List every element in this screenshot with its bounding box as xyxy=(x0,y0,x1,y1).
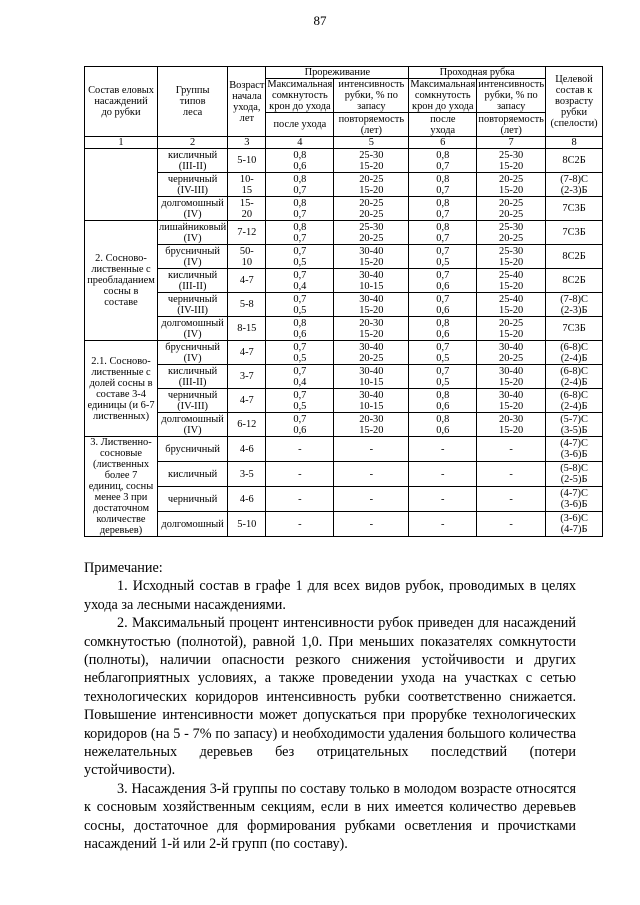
max-closure-cell: 0,8 0,7 xyxy=(266,221,334,245)
column-number: 4 xyxy=(266,137,334,149)
table-row xyxy=(85,462,603,487)
header-start-age: Возраст начала ухода, лет xyxy=(228,67,266,137)
header-target-composition: Целевой состав к возрасту рубки (спелости) xyxy=(546,67,603,137)
note-2: 2. Максимальный процент интенсивности рубок приведен для насаждений сомкнутостью (полнотой), равной 1,0. При меньших показателях сомкнутости (полноты), наличии опасности резкого снижения устойчивости и других неблагоприятных условиях, а также проведении ухода на участках с сетью технологических коридоров интенсивность рубки соответственно снижается. Повышение интенсивности может допускаться при прорубке технологических коридоров (на 5 - 7% по запасу) и необходимости удаления большого количества нежелательных деревьев без отрицательных последствий (потери устойчивости). xyxy=(84,615,576,779)
intensity-cell: 30-40 15-20 xyxy=(477,365,546,389)
forest-type-cell: кисличный (III-II) xyxy=(158,149,228,173)
max-closure-cell: - xyxy=(266,512,334,537)
forest-type-cell: брусничный (IV) xyxy=(158,341,228,365)
forest-type-cell: черничный (IV-III) xyxy=(158,389,228,413)
max-closure-cell: 0,7 0,5 xyxy=(266,389,334,413)
max-closure-cell: - xyxy=(266,487,334,512)
intensity-cell: 20-25 15-20 xyxy=(334,173,409,197)
start-age-cell: 5-10 xyxy=(228,149,266,173)
max-closure-cell: 0,8 0,6 xyxy=(409,413,477,437)
start-age-cell: 4-6 xyxy=(228,437,266,462)
target-composition-cell: 7С3Б xyxy=(546,317,603,341)
max-closure-cell: 0,7 0,6 xyxy=(409,269,477,293)
column-number: 1 xyxy=(85,137,158,149)
target-composition-cell: 8С2Б xyxy=(546,269,603,293)
start-age-cell: 3-7 xyxy=(228,365,266,389)
notes-section xyxy=(84,559,576,854)
table-row xyxy=(85,487,603,512)
forest-type-cell: брусничный (IV) xyxy=(158,245,228,269)
target-composition-cell: (6-8)С (2-4)Б xyxy=(546,389,603,413)
target-composition-cell: (6-8)С (2-4)Б xyxy=(546,365,603,389)
max-closure-cell: 0,8 0,6 xyxy=(409,317,477,341)
column-numbers-row xyxy=(85,137,603,149)
max-closure-cell: 0,8 0,6 xyxy=(266,317,334,341)
max-closure-cell: - xyxy=(266,437,334,462)
table-row xyxy=(85,221,603,245)
header-after-care-2: после ухода xyxy=(409,113,477,137)
table-row xyxy=(85,341,603,365)
target-composition-cell: 7С3Б xyxy=(546,221,603,245)
header-max-closure-1: Максимальная сомкнутость крон до ухода xyxy=(267,79,333,112)
max-closure-cell: 0,7 0,5 xyxy=(266,293,334,317)
header-composition: Состав еловых насаждений до рубки xyxy=(85,67,158,137)
header-repeat-1: повторяемость (лет) xyxy=(334,113,409,137)
forest-type-cell: долгомошный (IV) xyxy=(158,317,228,341)
table-row xyxy=(85,149,603,173)
intensity-cell: 20-25 15-20 xyxy=(477,173,546,197)
target-composition-cell: 7С3Б xyxy=(546,197,603,221)
column-number: 2 xyxy=(158,137,228,149)
header-forest-type-groups: Группы типов леса xyxy=(158,67,228,137)
max-closure-cell: 0,7 0,5 xyxy=(409,245,477,269)
intensity-cell: 25-30 20-25 xyxy=(477,221,546,245)
intensity-cell: 20-30 15-20 xyxy=(477,413,546,437)
target-composition-cell: 8С2Б xyxy=(546,149,603,173)
forest-care-table xyxy=(84,66,603,537)
max-closure-cell: 0,7 0,6 xyxy=(409,293,477,317)
start-age-cell: 15- 20 xyxy=(228,197,266,221)
max-closure-cell: 0,8 0,7 xyxy=(266,173,334,197)
max-closure-cell: 0,8 0,7 xyxy=(409,173,477,197)
header-after-care-1: после ухода xyxy=(266,113,334,137)
group-label xyxy=(85,149,158,221)
forest-type-cell: черничный xyxy=(158,487,228,512)
intensity-cell: 20-25 20-25 xyxy=(334,197,409,221)
target-composition-cell: (5-7)С (3-5)Б xyxy=(546,413,603,437)
header-max-closure-2: Максимальная сомкнутость крон до ухода xyxy=(410,79,476,112)
intensity-cell: - xyxy=(334,462,409,487)
intensity-cell: 30-40 15-20 xyxy=(334,245,409,269)
start-age-cell: 4-7 xyxy=(228,269,266,293)
column-number: 6 xyxy=(409,137,477,149)
start-age-cell: 50- 10 xyxy=(228,245,266,269)
intensity-cell: 25-30 15-20 xyxy=(477,149,546,173)
start-age-cell: 5-10 xyxy=(228,512,266,537)
intensity-cell: - xyxy=(334,437,409,462)
intensity-cell: - xyxy=(477,437,546,462)
intensity-cell: 30-40 10-15 xyxy=(334,269,409,293)
intensity-cell: 30-40 10-15 xyxy=(334,389,409,413)
start-age-cell: 8-15 xyxy=(228,317,266,341)
max-closure-cell: 0,8 0,7 xyxy=(409,221,477,245)
intensity-cell: 20-30 15-20 xyxy=(334,413,409,437)
max-closure-cell: 0,8 0,7 xyxy=(266,197,334,221)
target-composition-cell: 8С2Б xyxy=(546,245,603,269)
start-age-cell: 4-7 xyxy=(228,341,266,365)
group-label: 2.1. Сосново- лиственные с долей сосны в составе 3-4 единицы (и 6-7 лиственных) xyxy=(85,341,158,437)
forest-type-cell: кисличный (III-II) xyxy=(158,269,228,293)
start-age-cell: 6-12 xyxy=(228,413,266,437)
max-closure-cell: 0,7 0,4 xyxy=(266,365,334,389)
target-composition-cell: (7-8)С (2-3)Б xyxy=(546,173,603,197)
intensity-cell: 30-40 15-20 xyxy=(477,389,546,413)
intensity-cell: - xyxy=(477,512,546,537)
note-1: 1. Исходный состав в графе 1 для всех видов рубок, проводимых в целях ухода за лесными насаждениями. xyxy=(84,578,576,613)
table-row xyxy=(85,512,603,537)
forest-type-cell: долгомошный (IV) xyxy=(158,197,228,221)
notes-title: Примечание: xyxy=(84,560,163,576)
target-composition-cell: (3-6)С (4-7)Б xyxy=(546,512,603,537)
intensity-cell: 25-40 15-20 xyxy=(477,293,546,317)
max-closure-cell: - xyxy=(409,512,477,537)
table-row xyxy=(85,413,603,437)
column-number: 5 xyxy=(334,137,409,149)
table-row xyxy=(85,293,603,317)
forest-type-cell: долгомошный (IV) xyxy=(158,413,228,437)
max-closure-cell: 0,7 0,6 xyxy=(266,413,334,437)
header-passage-cutting: Проходная рубка xyxy=(409,67,546,79)
intensity-cell: 20-25 15-20 xyxy=(477,317,546,341)
column-number: 7 xyxy=(477,137,546,149)
header-intensity-1: интенсивность рубки, % по запасу xyxy=(334,79,409,113)
target-composition-cell: (6-8)С (2-4)Б xyxy=(546,341,603,365)
start-age-cell: 5-8 xyxy=(228,293,266,317)
forest-type-cell: кисличный (III-II) xyxy=(158,365,228,389)
intensity-cell: - xyxy=(477,487,546,512)
start-age-cell: 4-6 xyxy=(228,487,266,512)
group-label: 3. Лиственно- сосновые (лиственных более 7 единиц, сосны менее 3 при достаточном количестве деревьев) xyxy=(85,437,158,537)
table-row xyxy=(85,173,603,197)
max-closure-cell: 0,7 0,5 xyxy=(409,365,477,389)
intensity-cell: 20-25 20-25 xyxy=(477,197,546,221)
intensity-cell: 30-40 20-25 xyxy=(477,341,546,365)
column-number: 8 xyxy=(546,137,603,149)
target-composition-cell: (7-8)С (2-3)Б xyxy=(546,293,603,317)
target-composition-cell: (4-7)С (3-6)Б xyxy=(546,437,603,462)
note-3: 3. Насаждения 3-й группы по составу только в молодом возрасте относятся к сосновым хозяйственным секциям, если в них имеется количество деревьев сосны, достаточное для формирования рубками осветления и прочистками насаждений 1-й или 2-й групп (по составу). xyxy=(84,780,576,853)
intensity-cell: 30-40 10-15 xyxy=(334,365,409,389)
intensity-cell: 25-30 15-20 xyxy=(477,245,546,269)
max-closure-cell: - xyxy=(409,487,477,512)
intensity-cell: - xyxy=(334,487,409,512)
forest-type-cell: черничный (IV-III) xyxy=(158,173,228,197)
intensity-cell: - xyxy=(334,512,409,537)
intensity-cell: 25-30 15-20 xyxy=(334,149,409,173)
header-intensity-2: интенсивность рубки, % по запасу xyxy=(478,79,545,112)
table-row xyxy=(85,317,603,341)
table-row xyxy=(85,197,603,221)
start-age-cell: 4-7 xyxy=(228,389,266,413)
table-row xyxy=(85,389,603,413)
max-closure-cell: 0,7 0,5 xyxy=(266,341,334,365)
forest-type-cell: черничный (IV-III) xyxy=(158,293,228,317)
start-age-cell: 3-5 xyxy=(228,462,266,487)
max-closure-cell: - xyxy=(266,462,334,487)
header-repeat-2: повторяемость (лет) xyxy=(478,113,544,136)
intensity-cell: - xyxy=(477,462,546,487)
header-thinning: Прореживание xyxy=(266,67,409,79)
target-composition-cell: (4-7)С (3-6)Б xyxy=(546,487,603,512)
intensity-cell: 25-40 15-20 xyxy=(477,269,546,293)
start-age-cell: 7-12 xyxy=(228,221,266,245)
forest-type-cell: лишайниковый (IV) xyxy=(159,221,227,244)
max-closure-cell: - xyxy=(409,462,477,487)
intensity-cell: 30-40 15-20 xyxy=(334,293,409,317)
max-closure-cell: 0,7 0,5 xyxy=(409,341,477,365)
max-closure-cell: 0,8 0,7 xyxy=(409,197,477,221)
max-closure-cell: - xyxy=(409,437,477,462)
intensity-cell: 30-40 20-25 xyxy=(334,341,409,365)
max-closure-cell: 0,7 0,4 xyxy=(266,269,334,293)
intensity-cell: 25-30 20-25 xyxy=(334,221,409,245)
page-number: 87 xyxy=(313,13,327,28)
forest-type-cell: брусничный xyxy=(158,437,228,462)
max-closure-cell: 0,8 0,6 xyxy=(266,149,334,173)
table-row xyxy=(85,269,603,293)
column-number: 3 xyxy=(228,137,266,149)
target-composition-cell: (5-8)С (2-5)Б xyxy=(546,462,603,487)
max-closure-cell: 0,7 0,5 xyxy=(266,245,334,269)
table-row xyxy=(85,437,603,462)
max-closure-cell: 0,8 0,7 xyxy=(409,149,477,173)
max-closure-cell: 0,8 0,6 xyxy=(409,389,477,413)
table-row xyxy=(85,365,603,389)
forest-type-cell: долгомошный xyxy=(158,512,228,537)
group-label: 2. Сосново- лиственные с преобладанием сосны в составе xyxy=(85,221,158,341)
intensity-cell: 20-30 15-20 xyxy=(334,317,409,341)
start-age-cell: 10- 15 xyxy=(228,173,266,197)
table-row xyxy=(85,245,603,269)
forest-type-cell: кисличный xyxy=(158,462,228,487)
